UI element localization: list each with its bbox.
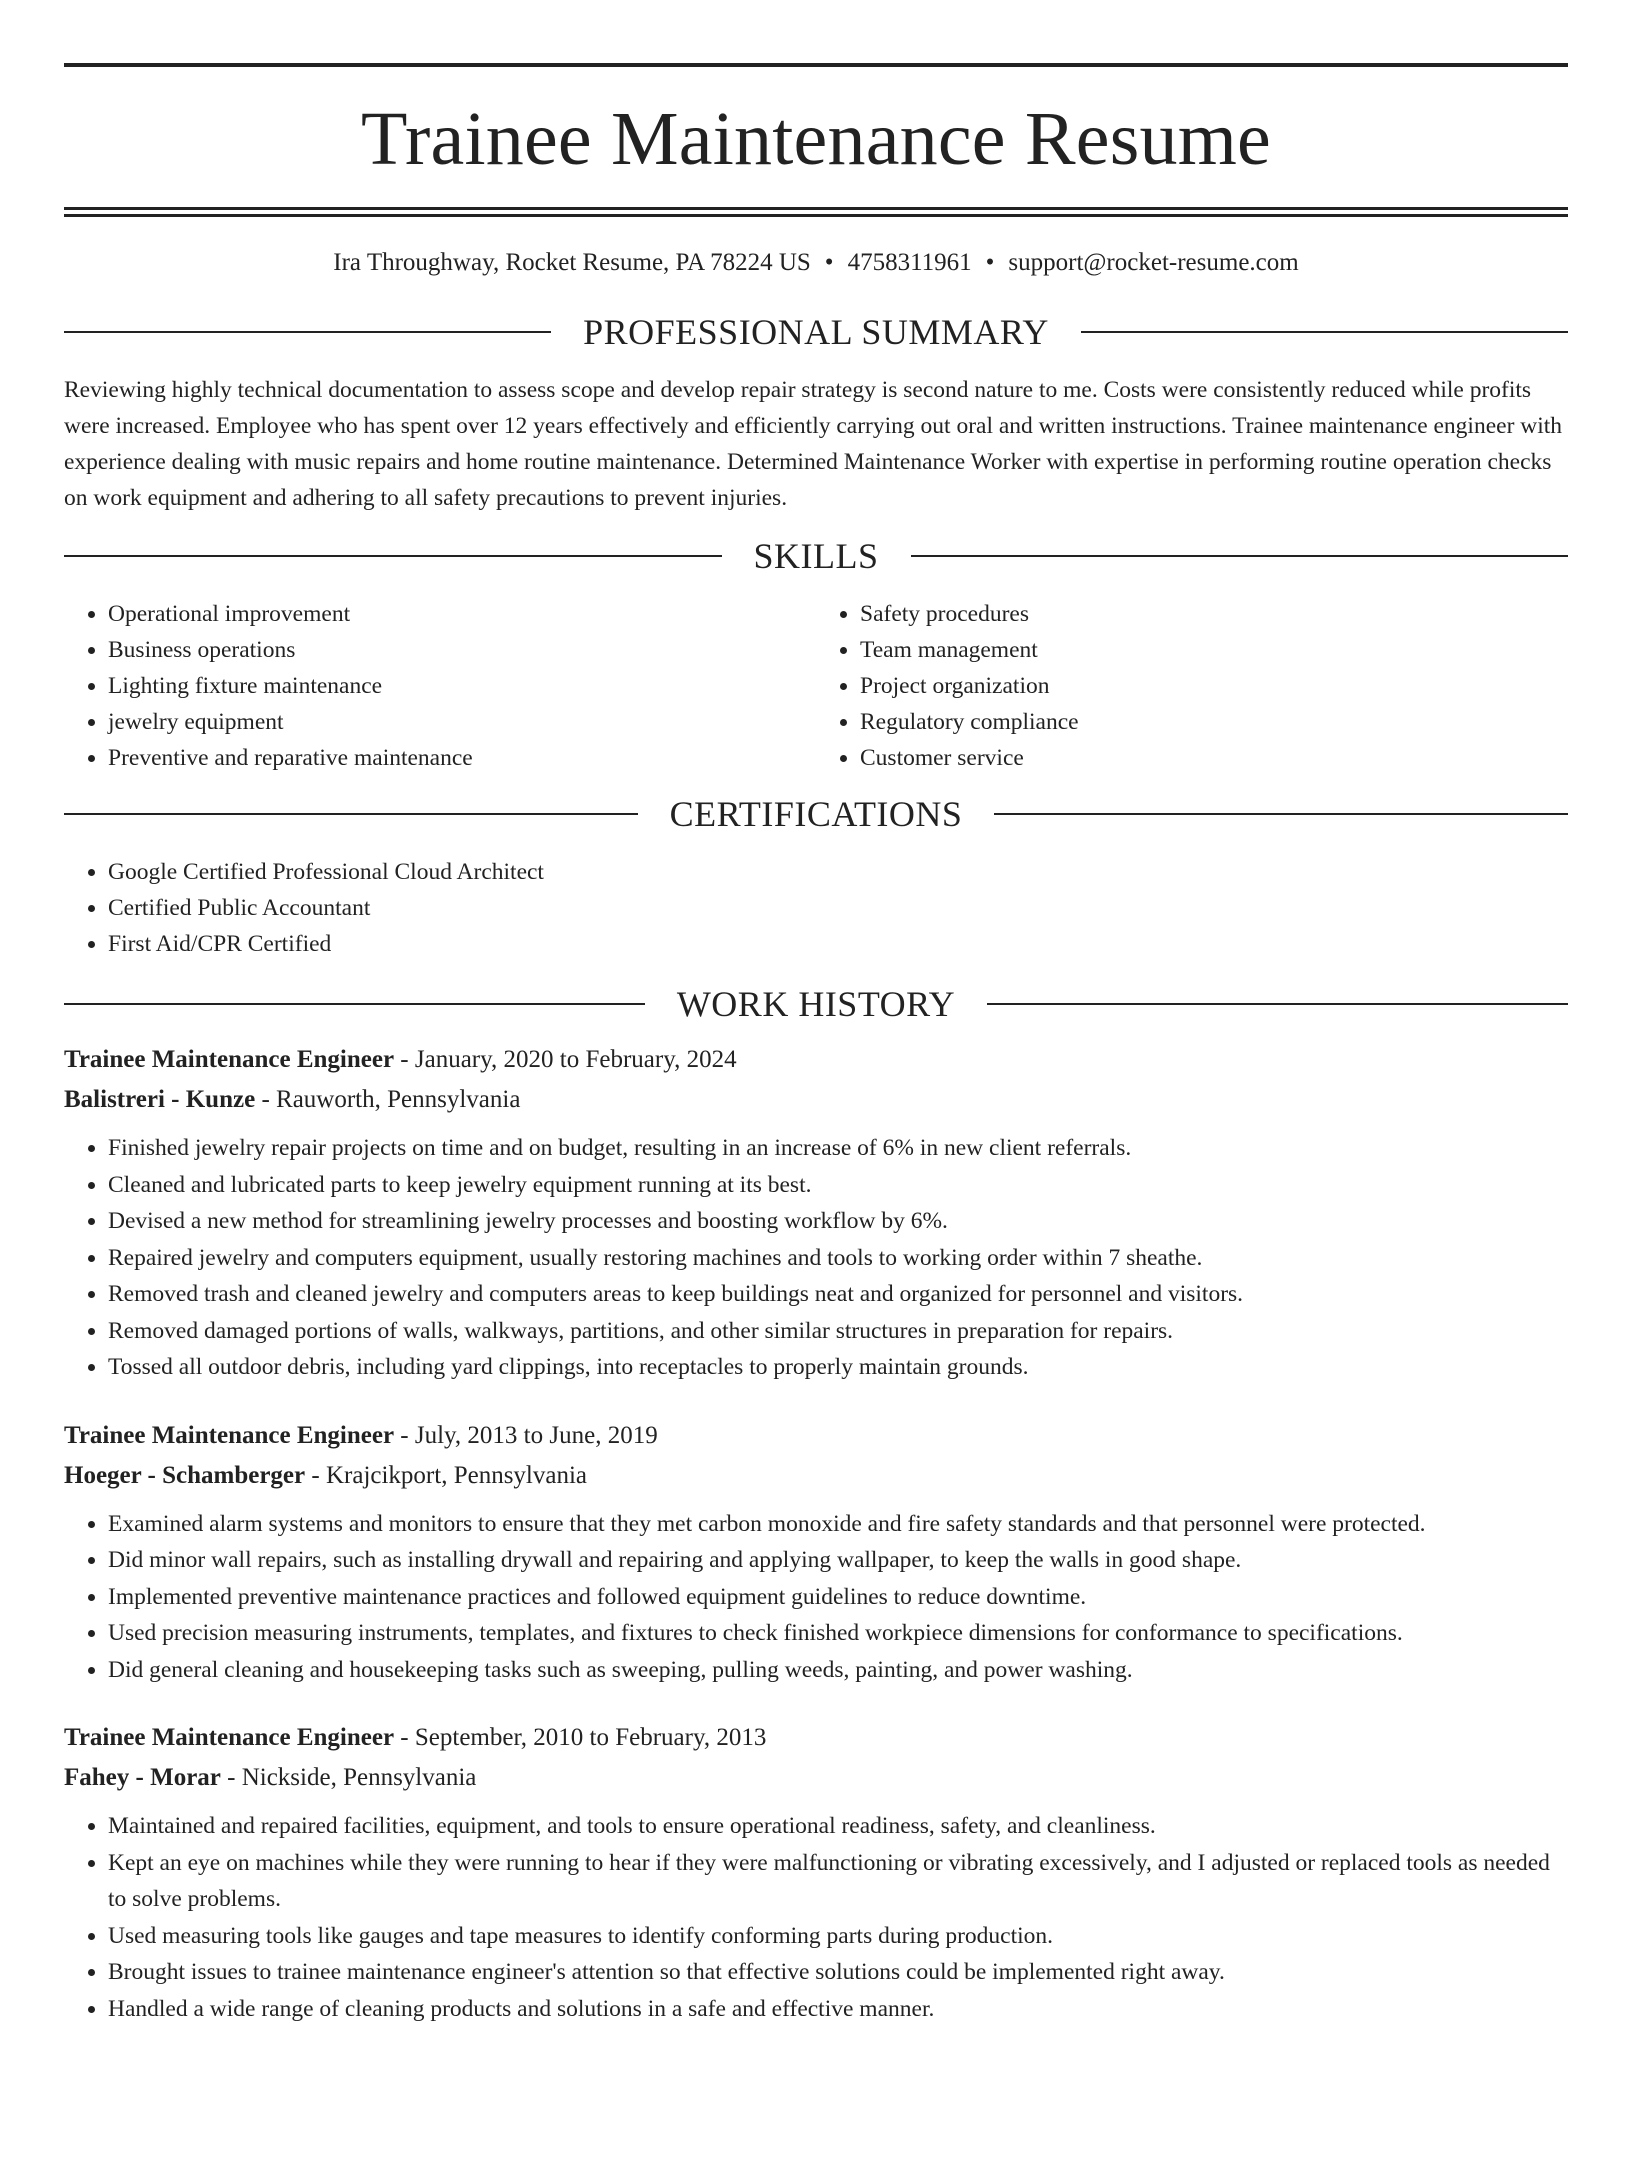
job-bullet: • Brought issues to trainee maintenance engineer's attention so that effective solutions could be implemented right away. xyxy=(108,1954,1568,1991)
skill-item: • Project organization xyxy=(860,668,1568,704)
job-title-line xyxy=(64,1718,1568,1758)
job-bullets xyxy=(64,1808,1568,2027)
job-title: Trainee Maintenance Engineer xyxy=(64,1046,395,1073)
summary-section-header xyxy=(64,314,1568,350)
skills-heading: SKILLS xyxy=(753,536,879,576)
section-rule xyxy=(1081,331,1568,333)
job-company-line xyxy=(64,1758,1568,1798)
job-bullet: • Tossed all outdoor debris, including yard clippings, into receptacles to properly maintain grounds. xyxy=(108,1349,1568,1386)
job-location: - Rauworth, Pennsylvania xyxy=(255,1086,521,1113)
job-company: Balistreri - Kunze xyxy=(64,1086,256,1113)
job-bullet: • Implemented preventive maintenance practices and followed equipment guidelines to reduce downtime. xyxy=(108,1579,1568,1616)
section-rule xyxy=(911,555,1569,557)
job-bullet: • Used precision measuring instruments, templates, and fixtures to check finished workpiece dimensions for conformance to specifications. xyxy=(108,1615,1568,1652)
certification-item: • Certified Public Accountant xyxy=(108,890,1568,926)
contact-address: Ira Throughway, Rocket Resume, PA 78224 US xyxy=(333,249,811,276)
skill-item: • Business operations xyxy=(108,632,816,668)
job-title-line xyxy=(64,1040,1568,1080)
job-bullet: • Did general cleaning and housekeeping tasks such as sweeping, pulling weeds, painting, and power washing. xyxy=(108,1652,1568,1689)
job-dates: - January, 2020 to February, 2024 xyxy=(394,1046,737,1073)
job-location: - Krajcikport, Pennsylvania xyxy=(305,1461,588,1489)
job-bullet: • Maintained and repaired facilities, equipment, and tools to ensure operational readiness, safety, and cleanliness. xyxy=(108,1808,1568,1845)
job-bullet: • Handled a wide range of cleaning products and solutions in a safe and effective manner. xyxy=(108,1991,1568,2028)
job-bullet: • Cleaned and lubricated parts to keep jewelry equipment running at its best. xyxy=(108,1167,1568,1204)
skill-item: • Regulatory compliance xyxy=(860,704,1568,740)
job-bullet: • Devised a new method for streamlining jewelry processes and boosting workflow by 6%. xyxy=(108,1203,1568,1240)
job-bullet: • Examined alarm systems and monitors to ensure that they met carbon monoxide and fire safety standards and that personnel were protected. xyxy=(108,1506,1568,1543)
summary-text: Reviewing highly technical documentation to assess scope and develop repair strategy is second nature to me. Costs were consistently reduced while profits were increased. Employee who has spent over 12 years effectively and efficiently carrying out oral and written instructions. Trainee maintenance engineer with experience dealing with music repairs and home routine maintenance. Determined Maintenance Worker with expertise in performing routine operation checks on work equipment and adhering to all safety precautions to prevent injuries. xyxy=(64,377,1563,511)
skills-section-header xyxy=(64,538,1568,574)
job-company: Hoeger - Schamberger xyxy=(64,1461,306,1489)
job-bullet: • Did minor wall repairs, such as installing drywall and repairing and applying wallpaper, to keep the walls in good shape. xyxy=(108,1542,1568,1579)
work-history-section-header xyxy=(64,986,1568,1022)
job-title: Trainee Maintenance Engineer xyxy=(64,1421,395,1449)
contact-separator: • xyxy=(985,249,995,276)
skill-item: • Customer service xyxy=(860,740,1568,776)
job-entry xyxy=(64,1718,1568,2027)
job-bullet: • Repaired jewelry and computers equipment, usually restoring machines and tools to working order within 7 sheathe. xyxy=(108,1240,1568,1277)
job-title-line xyxy=(64,1416,1568,1456)
summary-heading: PROFESSIONAL SUMMARY xyxy=(583,312,1049,352)
skills-list-right xyxy=(816,596,1568,776)
certification-item: • Google Certified Professional Cloud Architect xyxy=(108,854,1568,890)
job-company: Fahey - Morar xyxy=(64,1764,221,1791)
skill-item: • Team management xyxy=(860,632,1568,668)
job-bullet: • Kept an eye on machines while they were running to hear if they were malfunctioning or vibrating excessively, and I adjusted or replaced tools as needed to solve problems. xyxy=(108,1845,1568,1918)
section-rule xyxy=(987,1003,1568,1005)
job-bullets xyxy=(64,1130,1568,1386)
contact-line xyxy=(64,245,1568,280)
job-dates: - September, 2010 to February, 2013 xyxy=(394,1724,767,1751)
job-bullet: • Used measuring tools like gauges and tape measures to identify conforming parts during production. xyxy=(108,1918,1568,1955)
title-double-rule xyxy=(64,207,1568,217)
certification-item: • First Aid/CPR Certified xyxy=(108,926,1568,962)
job-dates: - July, 2013 to June, 2019 xyxy=(394,1421,658,1449)
section-rule xyxy=(64,813,638,815)
job-bullet: • Finished jewelry repair projects on time and on budget, resulting in an increase of 6% in new client referrals. xyxy=(108,1130,1568,1167)
certifications-section-header xyxy=(64,796,1568,832)
skill-item: • Preventive and reparative maintenance xyxy=(108,740,816,776)
skill-item: • Operational improvement xyxy=(108,596,816,632)
job-company-line xyxy=(64,1456,1568,1496)
resume-page xyxy=(0,63,1632,2175)
job-entry xyxy=(64,1040,1568,1386)
section-rule xyxy=(994,813,1568,815)
contact-separator: • xyxy=(824,249,834,276)
job-bullet: • Removed damaged portions of walls, walkways, partitions, and other similar structures in preparation for repairs. xyxy=(108,1313,1568,1350)
skill-item: • Lighting fixture maintenance xyxy=(108,668,816,704)
skill-item: • Safety procedures xyxy=(860,596,1568,632)
job-bullets xyxy=(64,1506,1568,1689)
job-entry xyxy=(64,1416,1568,1689)
contact-email[interactable]: support@rocket-resume.com xyxy=(1008,249,1299,276)
resume-title: Trainee Maintenance Resume xyxy=(361,97,1271,181)
certifications-list xyxy=(64,854,1568,962)
section-rule xyxy=(64,1003,645,1005)
job-bullet: • Removed trash and cleaned jewelry and computers areas to keep buildings neat and organized for personnel and visitors. xyxy=(108,1276,1568,1313)
skills-columns xyxy=(64,596,1568,776)
job-location: - Nickside, Pennsylvania xyxy=(220,1764,477,1791)
certifications-heading: CERTIFICATIONS xyxy=(669,794,963,834)
work-history-heading: WORK HISTORY xyxy=(676,984,956,1024)
skills-list-left xyxy=(64,596,816,776)
section-rule xyxy=(64,555,722,557)
job-company-line xyxy=(64,1080,1568,1120)
section-rule xyxy=(64,331,551,333)
contact-phone: 4758311961 xyxy=(847,249,972,276)
job-title: Trainee Maintenance Engineer xyxy=(64,1724,395,1751)
top-rule xyxy=(64,63,1568,67)
skill-item: • jewelry equipment xyxy=(108,704,816,740)
